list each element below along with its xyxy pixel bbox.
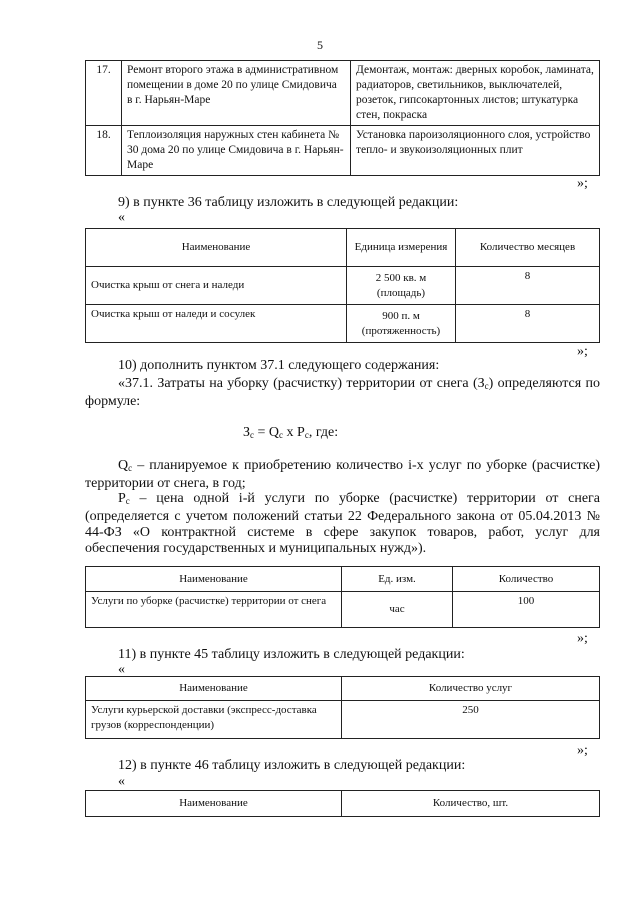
service-unit: 900 п. м (протяженность) [347,305,456,343]
item-9: 9) в пункте 36 таблицу изложить в следующей редакции: [118,195,459,210]
table-row [86,61,600,126]
item-37-1-text: «37.1. Затраты на уборку (расчистку) территории от снега (З [118,376,485,391]
service-unit: час [342,592,453,628]
snow-removal-table [85,566,600,628]
symbol: P [118,491,126,506]
item-11: 11) в пункте 45 таблицу изложить в следующей редакции: [118,647,465,662]
table-header-row [86,791,600,817]
definition-q [85,458,600,492]
work-object: Ремонт второго этажа в административном помещении в доме 20 по улице Смидовича в г. Нарьян-Маре [122,61,351,126]
item-37-1-tail: ) определяются по формуле: [85,376,601,409]
definition-text: – цена одной i-й услуги по уборке (расчистке) территории от снега (определяется с учетом положений статьи 22 Федерального закона от 05.04.2013 № 44-ФЗ «О контрактной системе в сфере закупок товаров, работ, услуг для обеспечения государственных и муниципальных нужд»). [85,491,600,556]
service-name: Очистка крыш от снега и наледи [86,267,347,305]
formula-p: x P [283,425,305,440]
service-quantity: 100 [453,592,600,628]
page-number: 5 [317,38,323,52]
subscript: c [279,430,284,440]
closing-quote: »; [577,344,588,359]
column-header: Единица измерения [347,229,456,267]
formula-q: = Q [254,425,280,440]
table-header-row [86,567,600,592]
item-12: 12) в пункте 46 таблицу изложить в следующей редакции: [118,758,466,773]
definition-text: – планируемое к приобретению количество i-х услуг по уборке (расчистке) территории от снега, в год; [85,458,600,491]
column-header: Ед. изм. [342,567,453,592]
service-quantity: 8 [456,267,600,305]
work-object: Теплоизоляция наружных стен кабинета № 30 дома 20 по улице Смидовича в г. Нарьян-Маре [122,126,351,176]
formula-tail: , где: [308,425,339,440]
column-header: Количество месяцев [456,229,600,267]
repair-table [85,60,600,176]
courier-table [85,676,600,739]
symbol: Q [118,458,129,473]
subscript: c [250,430,255,440]
table-header-row [86,229,600,267]
closing-quote: »; [577,176,588,191]
items-table [85,790,600,817]
item-10: 10) дополнить пунктом 37.1 следующего содержания: [118,358,440,373]
table-header-row [86,677,600,701]
column-header: Наименование [86,677,342,701]
table-row [86,267,600,305]
opening-quote: « [118,774,125,789]
table-row [86,126,600,176]
service-quantity: 250 [342,701,600,739]
closing-quote: »; [577,631,588,646]
service-unit: 2 500 кв. м (площадь) [347,267,456,305]
work-description: Демонтаж, монтаж: дверных коробок, ламината, радиаторов, светильников, выключателей, розеток, гипсокартонных листов; штукатурка стен, покраска [351,61,600,126]
service-quantity: 8 [456,305,600,343]
table-row [86,305,600,343]
column-header: Количество, шт. [342,791,600,817]
column-header: Количество [453,567,600,592]
formula [243,425,338,443]
service-name: Услуги по уборке (расчистке) территории от снега [86,592,342,628]
column-header: Наименование [86,567,342,592]
opening-quote: « [118,662,125,677]
subscript: c [125,496,130,506]
closing-quote: »; [577,743,588,758]
service-name: Услуги курьерской доставки (экспресс-доставка грузов (корреспонденции) [86,701,342,739]
column-header: Количество услуг [342,677,600,701]
row-number: 17. [86,61,122,126]
table-row [86,701,600,739]
item-37-1 [85,376,600,410]
service-name: Очистка крыш от наледи и сосулек [86,305,347,343]
opening-quote: « [118,210,125,225]
work-description: Установка пароизоляционного слоя, устройство тепло- и звукоизоляционных плит [351,126,600,176]
subscript: с [484,381,489,391]
definition-p [85,491,600,557]
formula-lhs: З [243,425,251,440]
column-header: Наименование [86,791,342,817]
subscript: c [304,430,309,440]
row-number: 18. [86,126,122,176]
subscript: c [128,463,133,473]
table-row [86,592,600,628]
roof-cleaning-table [85,228,600,343]
column-header: Наименование [86,229,347,267]
